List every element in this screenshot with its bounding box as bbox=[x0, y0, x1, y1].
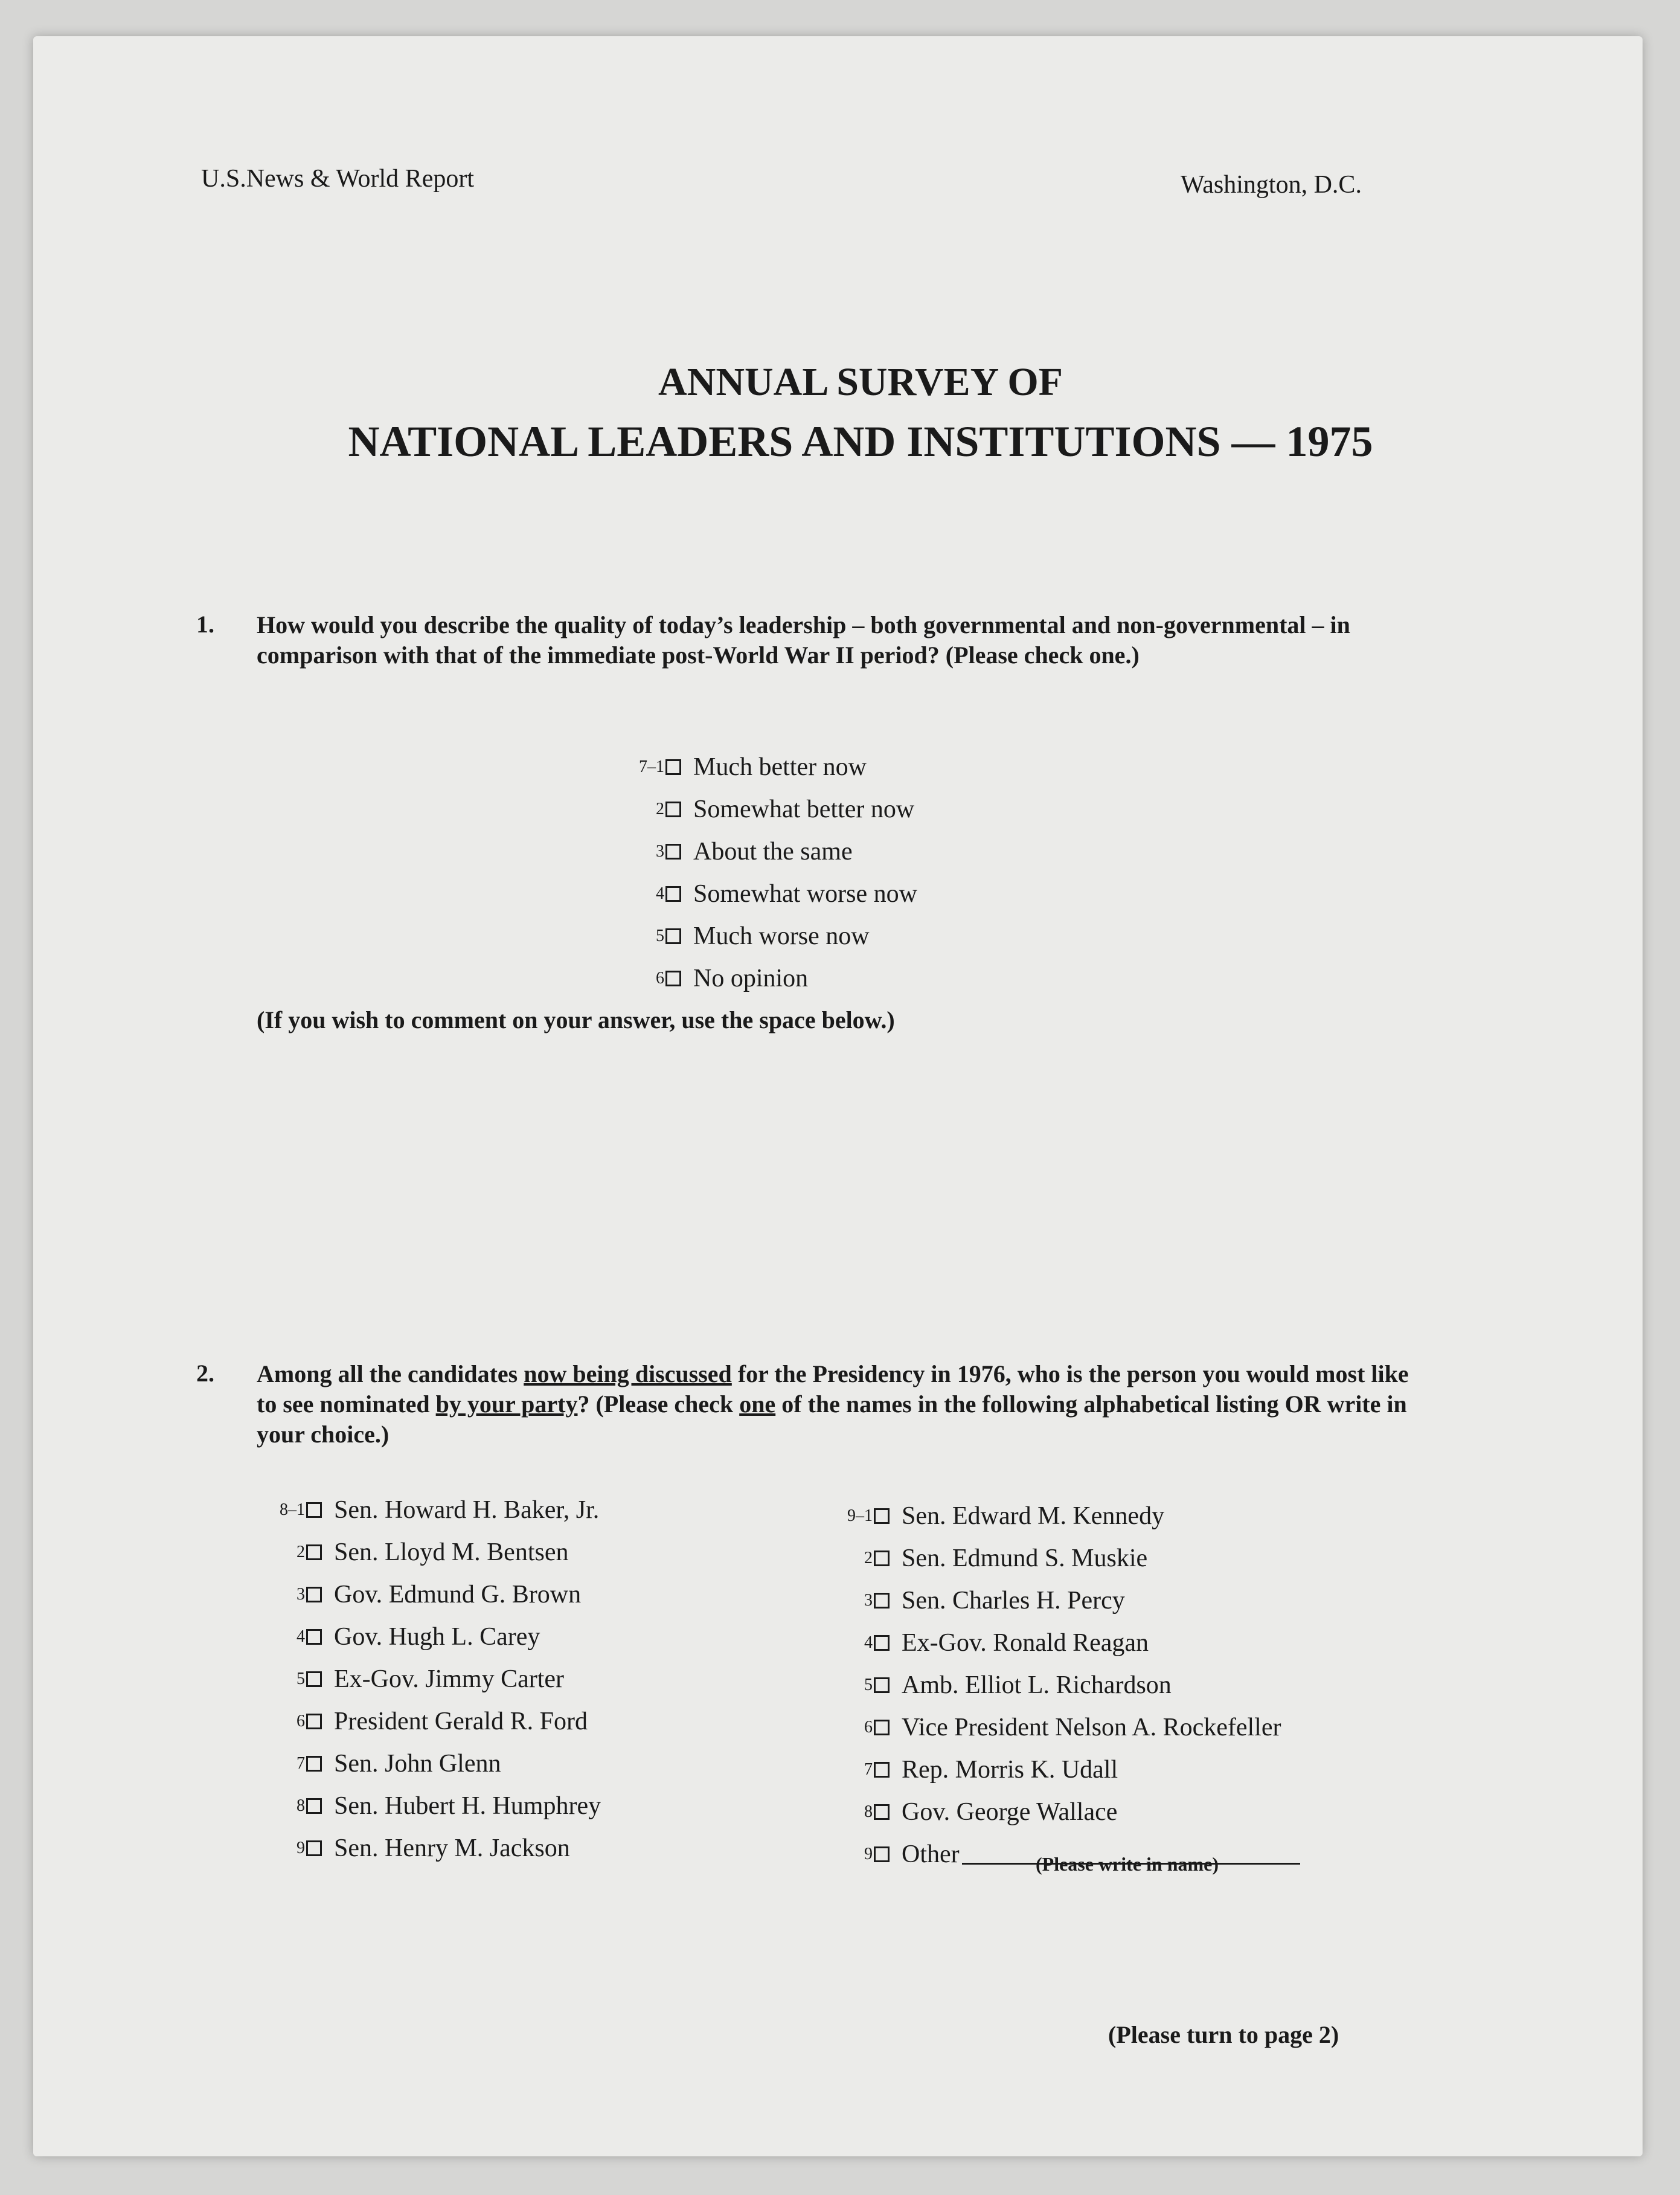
option-label: Amb. Elliot L. Richardson bbox=[902, 1671, 1172, 1699]
option-code: 5 bbox=[297, 1670, 305, 1688]
checkbox[interactable] bbox=[306, 1587, 322, 1602]
q2-option-humphrey[interactable] bbox=[263, 1785, 601, 1827]
checkbox[interactable] bbox=[874, 1593, 890, 1608]
q2-option-muskie[interactable] bbox=[830, 1537, 1300, 1580]
q2-text-underline-3: one bbox=[739, 1390, 776, 1418]
q2-option-udall[interactable] bbox=[830, 1749, 1300, 1791]
q2-option-bentsen[interactable] bbox=[263, 1531, 601, 1573]
option-code: 2 bbox=[297, 1543, 305, 1561]
q2-left-options bbox=[263, 1489, 601, 1869]
option-label: Ex-Gov. Ronald Reagan bbox=[902, 1629, 1149, 1657]
q1-options bbox=[628, 746, 917, 1000]
option-label: Sen. John Glenn bbox=[334, 1750, 501, 1778]
option-code: 2 bbox=[656, 800, 664, 818]
q2-text-d: of the names in the following alphabetical listing OR write in your choice.) bbox=[257, 1390, 1407, 1448]
q2-right-options bbox=[830, 1495, 1300, 1875]
publisher-name: U.S.News & World Report bbox=[201, 165, 474, 193]
q2-text bbox=[257, 1359, 1434, 1450]
option-label: Sen. Edmund S. Muskie bbox=[902, 1544, 1148, 1572]
checkbox[interactable] bbox=[874, 1508, 890, 1524]
q2-option-ford[interactable] bbox=[263, 1700, 601, 1743]
q2-text-c: ? (Please check bbox=[577, 1390, 740, 1418]
q2-number: 2. bbox=[196, 1360, 214, 1387]
checkbox[interactable] bbox=[665, 886, 681, 902]
checkbox[interactable] bbox=[874, 1635, 890, 1651]
q2-text-underline-1: now being discussed bbox=[524, 1360, 732, 1387]
checkbox[interactable] bbox=[874, 1677, 890, 1693]
q1-option-2[interactable] bbox=[628, 788, 917, 831]
q2-option-baker[interactable] bbox=[263, 1489, 601, 1531]
checkbox[interactable] bbox=[665, 844, 681, 860]
q1-option-6[interactable] bbox=[628, 957, 917, 1000]
option-code: 6 bbox=[297, 1712, 305, 1731]
option-label: Sen. Charles H. Percy bbox=[902, 1587, 1125, 1615]
checkbox[interactable] bbox=[306, 1840, 322, 1856]
q1-option-3[interactable] bbox=[628, 831, 917, 873]
option-code: 8 bbox=[864, 1802, 873, 1821]
write-in-note: (Please write in name) bbox=[1036, 1853, 1219, 1875]
option-label: Much better now bbox=[693, 753, 867, 781]
q1-text: How would you describe the quality of today’s leadership – both governmental and non-governmental – in comparison with that of the immediate post-World War II period? (Please check one.) bbox=[257, 611, 1350, 669]
option-code: 9–1 bbox=[847, 1506, 873, 1525]
checkbox[interactable] bbox=[665, 971, 681, 986]
q1-number: 1. bbox=[196, 611, 214, 638]
option-code: 3 bbox=[297, 1585, 305, 1604]
checkbox[interactable] bbox=[306, 1671, 322, 1687]
option-label: Gov. Hugh L. Carey bbox=[334, 1623, 540, 1651]
option-code: 5 bbox=[864, 1676, 873, 1694]
turn-page-note: (Please turn to page 2) bbox=[1108, 2021, 1339, 2048]
option-code: 7 bbox=[864, 1760, 873, 1779]
option-label: Sen. Edward M. Kennedy bbox=[902, 1502, 1165, 1530]
option-code: 7–1 bbox=[639, 757, 664, 776]
location: Washington, D.C. bbox=[1181, 171, 1362, 199]
checkbox[interactable] bbox=[306, 1798, 322, 1814]
option-label: President Gerald R. Ford bbox=[334, 1708, 588, 1735]
checkbox[interactable] bbox=[665, 802, 681, 817]
option-label: Sen. Lloyd M. Bentsen bbox=[334, 1538, 569, 1566]
checkbox[interactable] bbox=[874, 1846, 890, 1862]
option-code: 6 bbox=[864, 1718, 873, 1737]
option-code: 7 bbox=[297, 1754, 305, 1773]
checkbox[interactable] bbox=[665, 928, 681, 944]
checkbox[interactable] bbox=[874, 1720, 890, 1735]
option-code: 4 bbox=[864, 1633, 873, 1652]
option-label: Gov. Edmund G. Brown bbox=[334, 1581, 582, 1608]
checkbox[interactable] bbox=[306, 1544, 322, 1560]
q1-option-1[interactable] bbox=[628, 746, 917, 788]
option-label: Other bbox=[902, 1840, 960, 1868]
q2-option-jackson[interactable] bbox=[263, 1827, 601, 1869]
checkbox[interactable] bbox=[306, 1502, 322, 1518]
q2-option-wallace[interactable] bbox=[830, 1791, 1300, 1833]
option-label: Ex-Gov. Jimmy Carter bbox=[334, 1665, 565, 1693]
checkbox[interactable] bbox=[665, 759, 681, 775]
option-code: 5 bbox=[656, 927, 664, 945]
title-line-1: ANNUAL SURVEY OF bbox=[658, 360, 1063, 404]
option-code: 6 bbox=[656, 969, 664, 988]
checkbox[interactable] bbox=[874, 1804, 890, 1820]
option-code: 4 bbox=[297, 1627, 305, 1646]
checkbox[interactable] bbox=[306, 1714, 322, 1729]
q2-option-reagan[interactable] bbox=[830, 1622, 1300, 1664]
title-line-2: NATIONAL LEADERS AND INSTITUTIONS — 1975 bbox=[348, 417, 1373, 466]
q1-option-4[interactable] bbox=[628, 873, 917, 915]
option-label: Somewhat worse now bbox=[693, 880, 917, 908]
option-code: 9 bbox=[297, 1839, 305, 1857]
q2-text-underline-2: by your party bbox=[435, 1390, 578, 1418]
checkbox[interactable] bbox=[306, 1629, 322, 1645]
option-label: Vice President Nelson A. Rockefeller bbox=[902, 1714, 1281, 1741]
option-label: No opinion bbox=[693, 965, 809, 992]
q2-option-brown[interactable] bbox=[263, 1573, 601, 1616]
option-label: Sen. Henry M. Jackson bbox=[334, 1834, 570, 1862]
q2-text-a: Among all the candidates bbox=[257, 1360, 524, 1387]
option-code: 3 bbox=[864, 1591, 873, 1610]
option-label: Much worse now bbox=[693, 922, 870, 950]
option-code: 4 bbox=[656, 884, 664, 903]
q1-comment-note: (If you wish to comment on your answer, use the space below.) bbox=[257, 1006, 895, 1033]
checkbox[interactable] bbox=[874, 1762, 890, 1778]
option-code: 3 bbox=[656, 842, 664, 861]
option-code: 8–1 bbox=[280, 1500, 305, 1519]
q2-text-b: for the Presidency in 1976, who is the person you would most like to see nominated bbox=[257, 1360, 1409, 1418]
q2-option-carey[interactable] bbox=[263, 1616, 601, 1658]
option-label: Rep. Morris K. Udall bbox=[902, 1756, 1118, 1784]
q2-option-rockefeller[interactable] bbox=[830, 1706, 1300, 1749]
q2-option-glenn[interactable] bbox=[263, 1743, 601, 1785]
option-code: 2 bbox=[864, 1549, 873, 1567]
option-code: 8 bbox=[297, 1796, 305, 1815]
q2-option-percy[interactable] bbox=[830, 1580, 1300, 1622]
questionnaire-page bbox=[33, 36, 1643, 2156]
checkbox[interactable] bbox=[306, 1756, 322, 1772]
option-code: 9 bbox=[864, 1845, 873, 1863]
option-label: Gov. George Wallace bbox=[902, 1798, 1118, 1826]
option-label: Sen. Hubert H. Humphrey bbox=[334, 1792, 601, 1820]
checkbox[interactable] bbox=[874, 1551, 890, 1566]
option-label: Somewhat better now bbox=[693, 795, 915, 823]
q1-option-5[interactable] bbox=[628, 915, 917, 957]
option-label: Sen. Howard H. Baker, Jr. bbox=[334, 1496, 600, 1524]
option-label: About the same bbox=[693, 838, 853, 866]
q2-option-richardson[interactable] bbox=[830, 1664, 1300, 1706]
q2-option-kennedy[interactable] bbox=[830, 1495, 1300, 1537]
q2-option-carter[interactable] bbox=[263, 1658, 601, 1700]
